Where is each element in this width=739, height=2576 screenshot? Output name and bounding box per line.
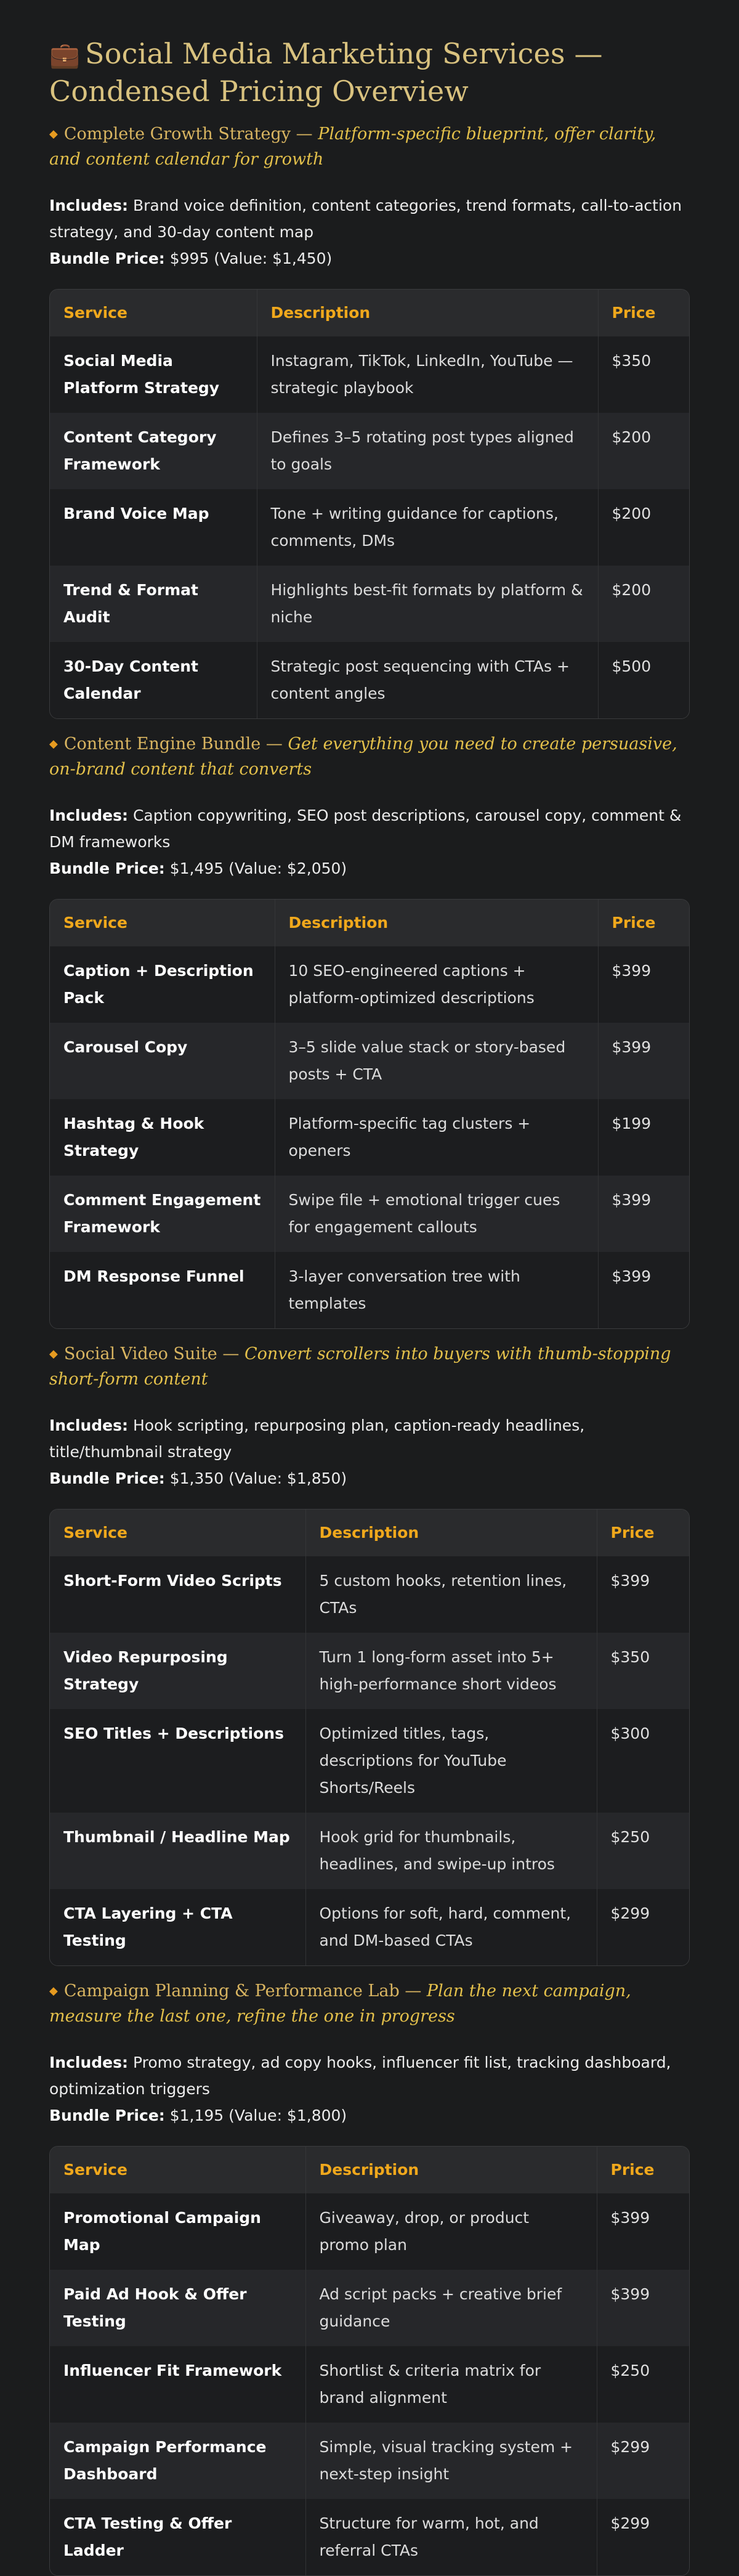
pricing-table — [49, 899, 690, 1329]
table-header-row — [50, 290, 689, 336]
column-header-service: Service — [50, 290, 257, 336]
table-row — [50, 1556, 689, 1633]
table-row — [50, 336, 689, 413]
diamond-icon: ◆ — [49, 737, 58, 750]
description-cell: Platform-specific tag clusters + openers — [275, 1099, 598, 1176]
description-cell: Hook grid for thumbnails, headlines, and swipe-up intros — [305, 1813, 597, 1889]
price-cell: $250 — [610, 2362, 650, 2379]
page-title — [49, 36, 690, 109]
includes-line — [49, 802, 690, 855]
service-cell: Hashtag & Hook Strategy — [50, 1099, 275, 1176]
service-cell: CTA Layering + CTA Testing — [50, 1889, 305, 1965]
price-cell: $300 — [610, 1725, 650, 1742]
service-cell: Carousel Copy — [50, 1023, 275, 1099]
service-cell: Paid Ad Hook & Offer Testing — [50, 2270, 305, 2346]
service-cell: Video Repurposing Strategy — [50, 1633, 305, 1709]
column-header-description: Description — [275, 900, 598, 946]
column-header-price: Price — [612, 304, 656, 322]
section-tagline: Plan the next campaign, measure the last one, refine the one in progress — [49, 1981, 631, 2026]
description-cell: Strategic post sequencing with CTAs + content angles — [257, 642, 598, 718]
bundle-price-value: $1,195 (Value: $1,800) — [169, 2107, 347, 2124]
table-row — [50, 413, 689, 489]
includes-label: Includes: — [49, 807, 129, 824]
table-row — [50, 566, 689, 642]
column-header-price: Price — [610, 1524, 655, 1542]
description-cell: Giveaway, drop, or product promo plan — [305, 2193, 597, 2270]
description-cell: Swipe file + emotional trigger cues for engagement callouts — [275, 1176, 598, 1252]
table-row — [50, 1813, 689, 1889]
column-header-description: Description — [257, 290, 598, 336]
diamond-icon: ◆ — [49, 1985, 58, 1997]
table-row — [50, 1023, 689, 1099]
column-header-service: Service — [50, 900, 275, 946]
price-cell: $200 — [612, 581, 652, 599]
section-heading: ◆ Campaign Planning & Performance Lab — Plan the next campaign, measure the last one, refine the one in progress — [49, 1981, 631, 2026]
service-cell: CTA Testing & Offer Ladder — [50, 2499, 305, 2575]
bundle-price-value: $995 (Value: $1,450) — [169, 250, 333, 267]
price-cell: $299 — [610, 2438, 650, 2456]
section-name: Content Engine Bundle — [63, 734, 261, 754]
price-cell: $399 — [610, 1572, 650, 1590]
service-cell: Short-Form Video Scripts — [50, 1556, 305, 1633]
table-row — [50, 2499, 689, 2575]
description-cell: Simple, visual tracking system + next-step insight — [305, 2423, 597, 2499]
description-cell: 5 custom hooks, retention lines, CTAs — [305, 1556, 597, 1633]
pricing-table — [49, 2146, 690, 2576]
includes-line — [49, 192, 690, 245]
section-social-video-suite — [49, 1343, 690, 1966]
table-row — [50, 1176, 689, 1252]
bundle-price-label: Bundle Price: — [49, 859, 165, 877]
bundle-price-value: $1,350 (Value: $1,850) — [169, 1469, 347, 1487]
description-cell: Highlights best-fit formats by platform & niche — [257, 566, 598, 642]
section-name: Campaign Planning & Performance Lab — [63, 1981, 400, 2001]
table-header-row — [50, 2147, 689, 2193]
bundle-price-line — [49, 245, 690, 272]
price-cell: $399 — [610, 2285, 650, 2303]
diamond-icon: ◆ — [49, 128, 58, 140]
price-cell: $399 — [612, 1191, 652, 1209]
bundle-price-line — [49, 855, 690, 882]
column-header-service: Service — [50, 1509, 305, 1556]
service-cell: Content Category Framework — [50, 413, 257, 489]
section-campaign-planning-lab — [49, 1980, 690, 2576]
section-heading: ◆ Social Video Suite — Convert scrollers into buyers with thumb-stopping short-form content — [49, 1344, 671, 1389]
pricing-table — [49, 289, 690, 719]
table-row — [50, 489, 689, 566]
service-cell: Trend & Format Audit — [50, 566, 257, 642]
service-cell: Brand Voice Map — [50, 489, 257, 566]
service-cell: Comment Engagement Framework — [50, 1176, 275, 1252]
service-cell: Campaign Performance Dashboard — [50, 2423, 305, 2499]
description-cell: Instagram, TikTok, LinkedIn, YouTube — strategic playbook — [257, 336, 598, 413]
table-row — [50, 1633, 689, 1709]
section-tagline: Get everything you need to create persuasive, on-brand content that converts — [49, 734, 677, 779]
table-row — [50, 2423, 689, 2499]
price-cell: $299 — [610, 1904, 650, 1922]
description-cell: Shortlist & criteria matrix for brand alignment — [305, 2346, 597, 2423]
includes-line — [49, 1412, 690, 1465]
column-header-description: Description — [305, 2147, 597, 2193]
description-cell: Structure for warm, hot, and referral CTAs — [305, 2499, 597, 2575]
price-cell: $399 — [610, 2209, 650, 2227]
column-header-price: Price — [612, 914, 656, 932]
section-name: Social Video Suite — [63, 1344, 217, 1363]
includes-text: Brand voice definition, content categories, trend formats, call-to-action strategy, and 30-day content map — [49, 197, 682, 241]
description-cell: 3-layer conversation tree with templates — [275, 1252, 598, 1328]
service-cell: Caption + Description Pack — [50, 946, 275, 1023]
includes-label: Includes: — [49, 1416, 129, 1434]
price-cell: $399 — [612, 1038, 652, 1056]
description-cell: Optimized titles, tags, descriptions for YouTube Shorts/Reels — [305, 1709, 597, 1813]
price-cell: $200 — [612, 505, 652, 522]
includes-text: Caption copywriting, SEO post descriptions, carousel copy, comment & DM frameworks — [49, 807, 682, 851]
includes-text: Promo strategy, ad copy hooks, influencer fit list, tracking dashboard, optimization triggers — [49, 2054, 671, 2098]
diamond-icon: ◆ — [49, 1347, 58, 1360]
pricing-table — [49, 1509, 690, 1966]
service-cell: 30-Day Content Calendar — [50, 642, 257, 718]
description-cell: Ad script packs + creative brief guidance — [305, 2270, 597, 2346]
bundle-price-line — [49, 1465, 690, 1492]
table-row — [50, 946, 689, 1023]
description-cell: Tone + writing guidance for captions, comments, DMs — [257, 489, 598, 566]
service-cell: DM Response Funnel — [50, 1252, 275, 1328]
price-cell: $199 — [612, 1115, 652, 1132]
price-cell: $399 — [612, 1267, 652, 1285]
price-cell: $350 — [612, 352, 652, 370]
bundle-price-label: Bundle Price: — [49, 250, 165, 267]
briefcase-icon: 💼 — [49, 41, 81, 70]
page-title-text: Social Media Marketing Services — Condensed Pricing Overview — [49, 37, 603, 108]
service-cell: Thumbnail / Headline Map — [50, 1813, 305, 1889]
service-cell: Promotional Campaign Map — [50, 2193, 305, 2270]
bundle-price-label: Bundle Price: — [49, 1469, 165, 1487]
bundle-price-line — [49, 2102, 690, 2129]
price-cell: $250 — [610, 1828, 650, 1846]
column-header-price: Price — [610, 2161, 655, 2179]
description-cell: 3–5 slide value stack or story-based posts + CTA — [275, 1023, 598, 1099]
includes-text: Hook scripting, repurposing plan, caption-ready headlines, title/thumbnail strategy — [49, 1416, 585, 1461]
includes-label: Includes: — [49, 197, 129, 214]
column-header-description: Description — [305, 1509, 597, 1556]
section-heading: ◆ Content Engine Bundle — Get everything you need to create persuasive, on-brand content that converts — [49, 734, 677, 779]
section-tagline: Platform-specific blueprint, offer clarity, and content calendar for growth — [49, 124, 656, 169]
table-row — [50, 1889, 689, 1965]
table-row — [50, 1252, 689, 1328]
price-cell: $350 — [610, 1648, 650, 1666]
includes-label: Includes: — [49, 2054, 129, 2071]
service-cell: Social Media Platform Strategy — [50, 336, 257, 413]
table-row — [50, 2270, 689, 2346]
price-cell: $399 — [612, 962, 652, 980]
description-cell: Defines 3–5 rotating post types aligned to goals — [257, 413, 598, 489]
table-row — [50, 1099, 689, 1176]
table-row — [50, 1709, 689, 1813]
description-cell: Options for soft, hard, comment, and DM-based CTAs — [305, 1889, 597, 1965]
includes-line — [49, 2049, 690, 2102]
section-name: Complete Growth Strategy — [63, 124, 291, 144]
service-cell: Influencer Fit Framework — [50, 2346, 305, 2423]
table-header-row — [50, 900, 689, 946]
table-row — [50, 2193, 689, 2270]
bundle-price-label: Bundle Price: — [49, 2107, 165, 2124]
description-cell: 10 SEO-engineered captions + platform-optimized descriptions — [275, 946, 598, 1023]
table-row — [50, 642, 689, 718]
bundle-price-value: $1,495 (Value: $2,050) — [169, 859, 347, 877]
column-header-service: Service — [50, 2147, 305, 2193]
description-cell: Turn 1 long-form asset into 5+ high-performance short videos — [305, 1633, 597, 1709]
table-header-row — [50, 1509, 689, 1556]
section-complete-growth-strategy — [49, 123, 690, 719]
section-heading: ◆ Complete Growth Strategy — Platform-specific blueprint, offer clarity, and content calendar for growth — [49, 124, 656, 169]
section-tagline: Convert scrollers into buyers with thumb-stopping short-form content — [49, 1344, 671, 1389]
service-cell: SEO Titles + Descriptions — [50, 1709, 305, 1813]
price-cell: $200 — [612, 428, 652, 446]
price-cell: $500 — [612, 657, 652, 675]
table-row — [50, 2346, 689, 2423]
section-content-engine-bundle — [49, 733, 690, 1329]
price-cell: $299 — [610, 2514, 650, 2532]
